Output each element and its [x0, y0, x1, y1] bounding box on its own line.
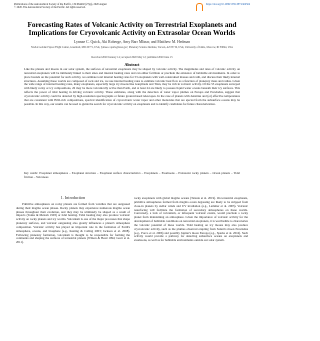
intro-paragraph-left: Primitive atmospheres on rocky planets are formed from volatiles that are outgassed during their magma ocean phases. Rocky planets may experience numerous magma ocean phases throughout their evolution, and they may be ultimately be shaped as a result of impacts (Tonks & Melosh 1993) or tidal heating. Tidal heating may also produce volcanic activity on rocky planets and icy worlds. Volcanism is one of the major processes that shape planetary surfaces, and volcanic outgassing also greatly influences a planet's atmosphere composition. Volcanic activity has played an important role in the formation of Earth's atmosphere, oceans, and biosphere (e.g., Kasting & Catling 2003; Jackson et al. 2008). Following planetary formation, volcanism is thought to be responsible for forming the continents and shaping the surfaces of terrestrial planets (Wilson & Head 1994; Grott et al. 2011). [16, 201, 130, 245]
keywords-block [24, 172, 240, 180]
section-heading-introduction: 1. Introduction [60, 196, 86, 200]
journal-line-1: Publications of the Astronomical Society of the Pacific, 132:064402 (27pp), 2020 August [14, 3, 107, 6]
right-column [134, 197, 248, 243]
intro-paragraph-right: rocky exoplanets with global magma oceans (Tatsuta et al. 2019). On terrestrial exoplanets, primitive atmospheres formed from magma ocean degassing are likely to be stripped from close-in planets by stellar winds and UV irradiation (e.g., Lammer et al. 2003). Volcanic resurfacing will facilitate the formation of secondary atmospheres on these worlds. Conversely, a lack of volcanism, or infrequent volcanic events, would preclude a rocky planet from maintaining an atmosphere. Given the importance of volcanic activity for the development of habitable conditions on terrestrial exoplanets, it is worthwhile to characterize the volcanic potential of these worlds. Tidal heating on icy moons may also produce cryovolcanic activity, such as the plumes observed erupting from Saturn's moon Enceladus (e.g., Porco et al. 2006) and possibly Jupiter's moon Europa (e.g., Sparks et al. 2016). Such activity would provide a pathway for detecting subsurface oceans on exoplanets and exomoons, as well as for habitable environments outside our solar system. [134, 196, 248, 243]
abstract-text: Like the planets and moons in our solar system, the surfaces of terrestrial exoplanets may be shaped by volcanic activity. The magnitudes and rates of volcanic activity on terrestrial exoplanets will be intimately linked to their sizes and internal heating rates and can either facilitate or preclude the existence of habitable environments. In order to place bounds on the potential for such activity, we estimate total internal heating rates for 53 exoplanets with well-constrained masses and radii, and discuss their likely internal structures. Assuming these worlds are composed of rock and ice, we use internal heating rates to estimate volcanic heat flow as a function of planetary mass and radius. Given the wide range of internal heating rates, many exoplanets, especially large icy moons like Ganymede and Titan, may be rich in volcanic activity. Of the 53 exoplanets surveyed with likely rocky or icy compositions, 26 may be more volcanically active than Earth, and at least 24 are likely to possess liquid water oceans beneath their icy surfaces. This reflects the power of tidal heating in driving volcanic activity. These estimates, along with the detection of water vapor plumes on Europa and Enceladus, suggest that cryovolcanic activity could be detected by high-resolution spectrographs or future ground-based telescopes. In the case of planets with densities and (or) effective temperatures that are consistent with H2O-rich compositions, spectral identification of cryovolcanic water vapor and other molecules that are ejected from the subsurface oceans may be possible. In this way, our results can be used to guide the search for cryovolcanic activity on exoplanets and to identify candidates for future characterization. [24, 67, 240, 106]
journal-citation [14, 3, 144, 9]
left-column [16, 197, 130, 245]
author-list: Lynnae C. Quick, Aki Roberge, Amy Barr Mlinar, and Matthew M. Hedman [74, 40, 190, 44]
doi-link[interactable]: https://doi.org/10.1088/1538-3873/ab9504 [205, 3, 250, 6]
author-affiliations: NASA Goddard Space Flight Center, Greenbelt, MD 20771, USA; lynnae.c.quick@nasa.gov; Planetary Science Institute, Tucson, AZ 85719, USA; University of Idaho, Moscow, ID 83844, USA [31, 45, 233, 49]
open-access-icon [196, 3, 203, 11]
journal-line-2: © 2020. The Astronomical Society of the Pacific. All rights reserved. [14, 6, 86, 10]
paper-title: Forecasting Rates of Volcanic Activity on Terrestrial Exoplanets and Implications for Cryovolcanic Activity on Extrasolar Ocean Worlds [27, 21, 237, 38]
abstract-heading: Abstract [124, 62, 140, 67]
doi-block [196, 3, 250, 11]
keywords-label: Key words: [24, 171, 39, 175]
journal-header [14, 3, 250, 11]
keywords-text: Exoplanet atmospheres – Exoplanet structure – Exoplanet surface characteristics – Exoplanets – Exomoons – Extrasolar rocky planets – Ocean planets – Tidal friction – Volcanoes [24, 171, 241, 179]
publication-dates: Received 2020 January 14; accepted 2020 May 12; published 2020 June 15 [91, 55, 173, 59]
